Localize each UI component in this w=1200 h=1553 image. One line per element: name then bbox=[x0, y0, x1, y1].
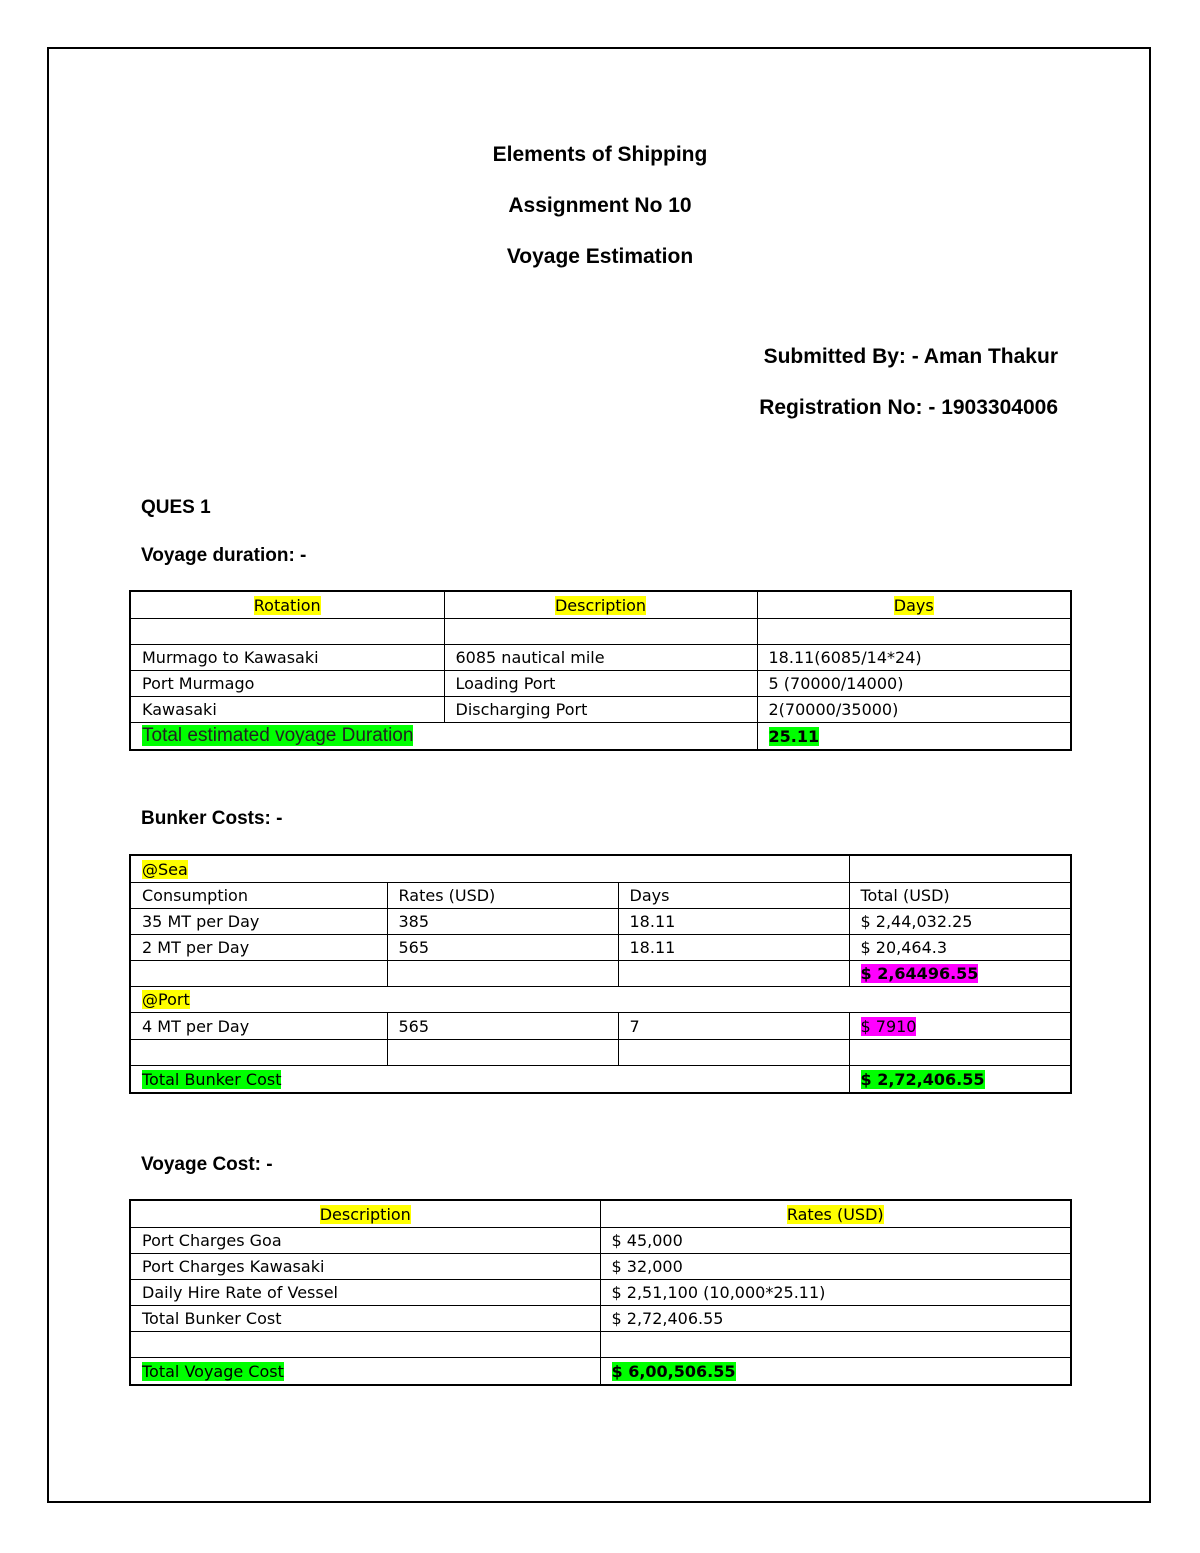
voyage-duration-heading: Voyage duration: - bbox=[141, 545, 307, 566]
section-row bbox=[130, 855, 1071, 883]
table-cell: 6085 nautical mile bbox=[444, 645, 757, 671]
table-cell: 18.11 bbox=[618, 935, 849, 961]
table-cell: 2(70000/35000) bbox=[757, 697, 1071, 723]
table-cell: 2 MT per Day bbox=[130, 935, 387, 961]
table-cell: Port Charges Kawasaki bbox=[130, 1254, 600, 1280]
bunker-costs-heading: Bunker Costs: - bbox=[141, 808, 283, 829]
question-label: QUES 1 bbox=[141, 497, 211, 518]
table-cell: $ 2,44,032.25 bbox=[849, 909, 1071, 935]
voyage-duration-table bbox=[129, 590, 1072, 751]
section-row bbox=[130, 987, 1071, 1013]
voyage-cost-table bbox=[129, 1199, 1072, 1386]
table-cell: Loading Port bbox=[444, 671, 757, 697]
table-cell: Murmago to Kawasaki bbox=[130, 645, 444, 671]
port-total-value: $ 7910 bbox=[860, 1016, 917, 1036]
table-row bbox=[130, 645, 1071, 671]
table-cell: Kawasaki bbox=[130, 697, 444, 723]
table-row bbox=[130, 935, 1071, 961]
table-row bbox=[130, 1254, 1071, 1280]
sea-section-label: @Sea bbox=[142, 859, 188, 879]
table-row bbox=[130, 1280, 1071, 1306]
total-duration-label: Total estimated voyage Duration bbox=[142, 725, 414, 746]
table-cell: $ 20,464.3 bbox=[849, 935, 1071, 961]
table-row bbox=[130, 1013, 1071, 1040]
table-cell: 18.11 bbox=[618, 909, 849, 935]
column-header: Description bbox=[319, 1204, 411, 1224]
table-row bbox=[130, 1332, 1071, 1358]
table-cell: 18.11(6085/14*24) bbox=[757, 645, 1071, 671]
column-header: Consumption bbox=[130, 883, 387, 909]
column-header: Rotation bbox=[253, 595, 321, 615]
table-cell: 4 MT per Day bbox=[130, 1013, 387, 1040]
total-bunker-label: Total Bunker Cost bbox=[142, 1069, 282, 1089]
document-subject: Voyage Estimation bbox=[506, 245, 694, 268]
column-header: Days bbox=[618, 883, 849, 909]
table-cell: 565 bbox=[387, 1013, 618, 1040]
sea-subtotal-value: $ 2,64496.55 bbox=[860, 964, 979, 983]
table-cell: Daily Hire Rate of Vessel bbox=[130, 1280, 600, 1306]
assignment-number: Assignment No 10 bbox=[508, 194, 692, 217]
submitted-by: Submitted By: - Aman Thakur bbox=[763, 345, 1058, 368]
table-row bbox=[130, 619, 1071, 645]
column-header: Total (USD) bbox=[849, 883, 1071, 909]
bunker-costs-table bbox=[129, 854, 1072, 1094]
table-cell: 35 MT per Day bbox=[130, 909, 387, 935]
total-row bbox=[130, 1066, 1071, 1094]
table-cell: $ 2,72,406.55 bbox=[600, 1306, 1071, 1332]
column-header: Rates (USD) bbox=[387, 883, 618, 909]
table-cell: $ 45,000 bbox=[600, 1228, 1071, 1254]
table-row bbox=[130, 697, 1071, 723]
table-cell: 385 bbox=[387, 909, 618, 935]
total-voyage-value: $ 6,00,506.55 bbox=[611, 1361, 736, 1381]
voyage-cost-heading: Voyage Cost: - bbox=[141, 1154, 273, 1175]
total-voyage-label: Total Voyage Cost bbox=[142, 1361, 284, 1381]
table-cell: Discharging Port bbox=[444, 697, 757, 723]
table-cell: Total Bunker Cost bbox=[130, 1306, 600, 1332]
table-row bbox=[130, 671, 1071, 697]
table-cell: 7 bbox=[618, 1013, 849, 1040]
table-cell: Port Charges Goa bbox=[130, 1228, 600, 1254]
column-header: Description bbox=[554, 595, 647, 615]
table-cell: $ 32,000 bbox=[600, 1254, 1071, 1280]
table-header-row bbox=[130, 1200, 1071, 1228]
table-row bbox=[130, 1306, 1071, 1332]
table-row bbox=[130, 909, 1071, 935]
table-cell: 565 bbox=[387, 935, 618, 961]
column-header: Days bbox=[893, 595, 934, 615]
total-row bbox=[130, 723, 1071, 751]
table-cell: 5 (70000/14000) bbox=[757, 671, 1071, 697]
table-row bbox=[130, 1228, 1071, 1254]
subtotal-row bbox=[130, 961, 1071, 987]
column-header: Rates (USD) bbox=[786, 1204, 884, 1224]
table-header-row bbox=[130, 591, 1071, 619]
document-title: Elements of Shipping bbox=[492, 143, 708, 166]
total-duration-value: 25.11 bbox=[768, 726, 820, 746]
table-row bbox=[130, 1040, 1071, 1066]
table-cell: Port Murmago bbox=[130, 671, 444, 697]
total-bunker-value: $ 2,72,406.55 bbox=[860, 1069, 985, 1089]
total-row bbox=[130, 1358, 1071, 1386]
table-cell: $ 2,51,100 (10,000*25.11) bbox=[600, 1280, 1071, 1306]
port-section-label: @Port bbox=[142, 990, 190, 1009]
table-header-row bbox=[130, 883, 1071, 909]
registration-number: Registration No: - 1903304006 bbox=[759, 396, 1058, 419]
